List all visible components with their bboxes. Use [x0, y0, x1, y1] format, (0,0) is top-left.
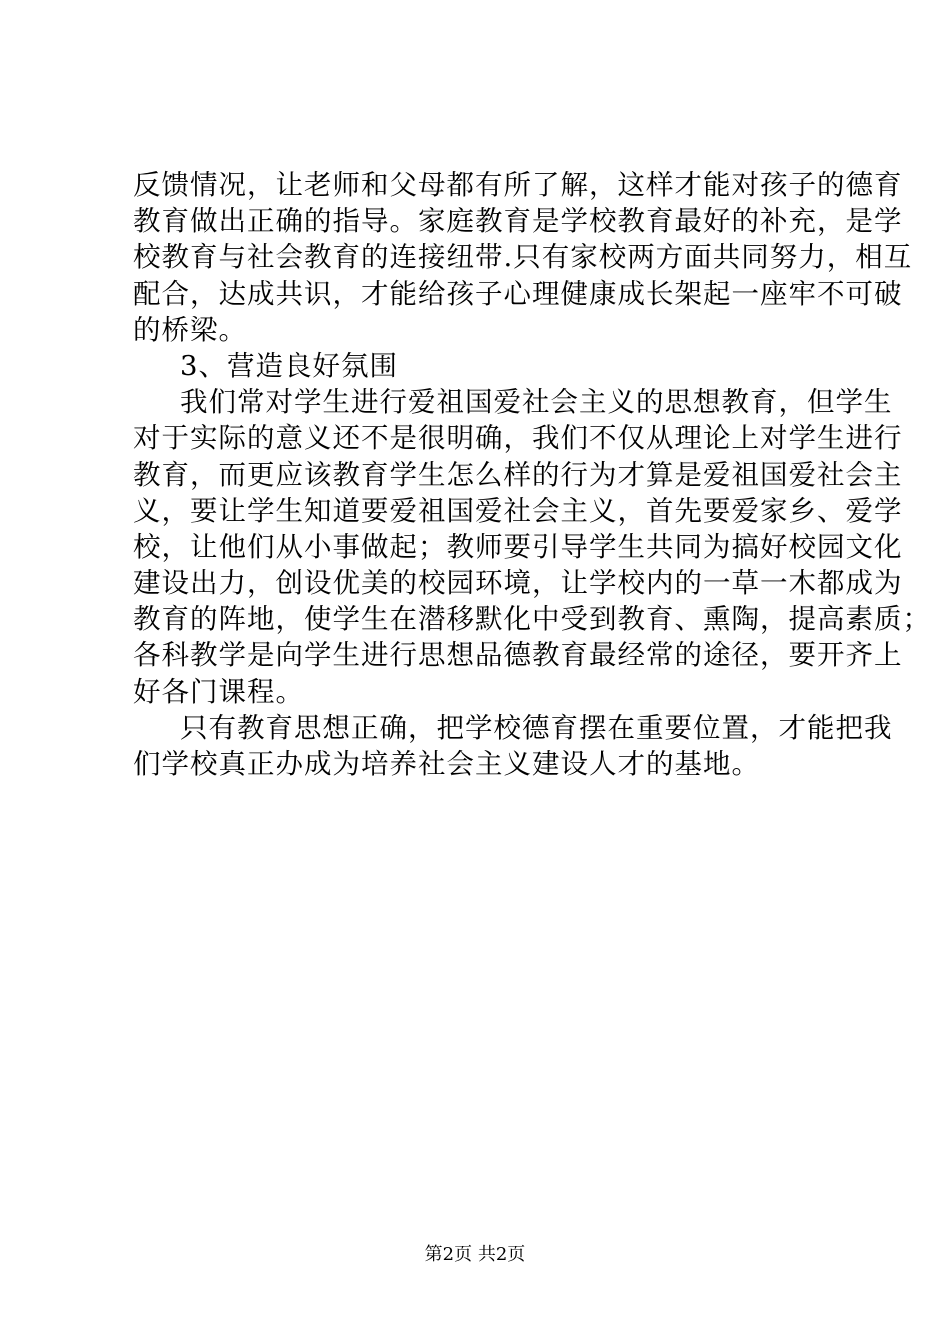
- text-line: 们学校真正办成为培养社会主义建设人才的基地。: [133, 748, 760, 780]
- text-line: 反馈情况，让老师和父母都有所了解，这样才能对孩子的德育: [133, 169, 903, 201]
- paragraph-atmosphere: [133, 384, 931, 710]
- page-number: 第2页 共2页: [424, 1244, 526, 1265]
- text-line: 对于实际的意义还不是很明确，我们不仅从理论上对学生进行: [133, 422, 903, 455]
- text-line: 教育，而更应该教育学生怎么样的行为才算是爱祖国爱社会主: [133, 458, 903, 491]
- text-line: 的桥梁。: [133, 313, 247, 346]
- text-line: 我们常对学生进行爱祖国爱社会主义的思想教育，但学生: [180, 386, 893, 419]
- paragraph-continued: [133, 167, 913, 348]
- text-line: 好各门课程。: [133, 675, 304, 708]
- text-line: 校，让他们从小事做起；教师要引导学生共同为搞好校园文化: [133, 530, 903, 563]
- text-line: 配合，达成共识，才能给孩子心理健康成长架起一座牢不可破: [133, 277, 903, 310]
- text-line: 教育的阵地，使学生在潜移默化中受到教育、熏陶，提高素质；: [133, 603, 931, 636]
- text-line: 教育做出正确的指导。家庭教育是学校教育最好的补充，是学: [133, 205, 903, 238]
- text-line: 只有教育思想正确，把学校德育摆在重要位置，才能把我: [180, 711, 893, 744]
- section-heading: 3、营造良好氛围: [180, 349, 398, 382]
- text-line: 义，要让学生知道要爱祖国爱社会主义，首先要爱家乡、爱学: [133, 494, 903, 527]
- text-line: 建设出力，创设优美的校园环境，让学校内的一草一木都成为: [133, 567, 903, 600]
- text-line: 各科教学是向学生进行思想品德教育最经常的途径，要开齐上: [133, 639, 903, 672]
- paragraph-conclusion: [133, 710, 893, 782]
- document-body: [133, 167, 931, 782]
- text-line: 校教育与社会教育的连接纽带.只有家校两方面共同努力，相互: [133, 241, 913, 274]
- page-footer: [0, 1243, 950, 1267]
